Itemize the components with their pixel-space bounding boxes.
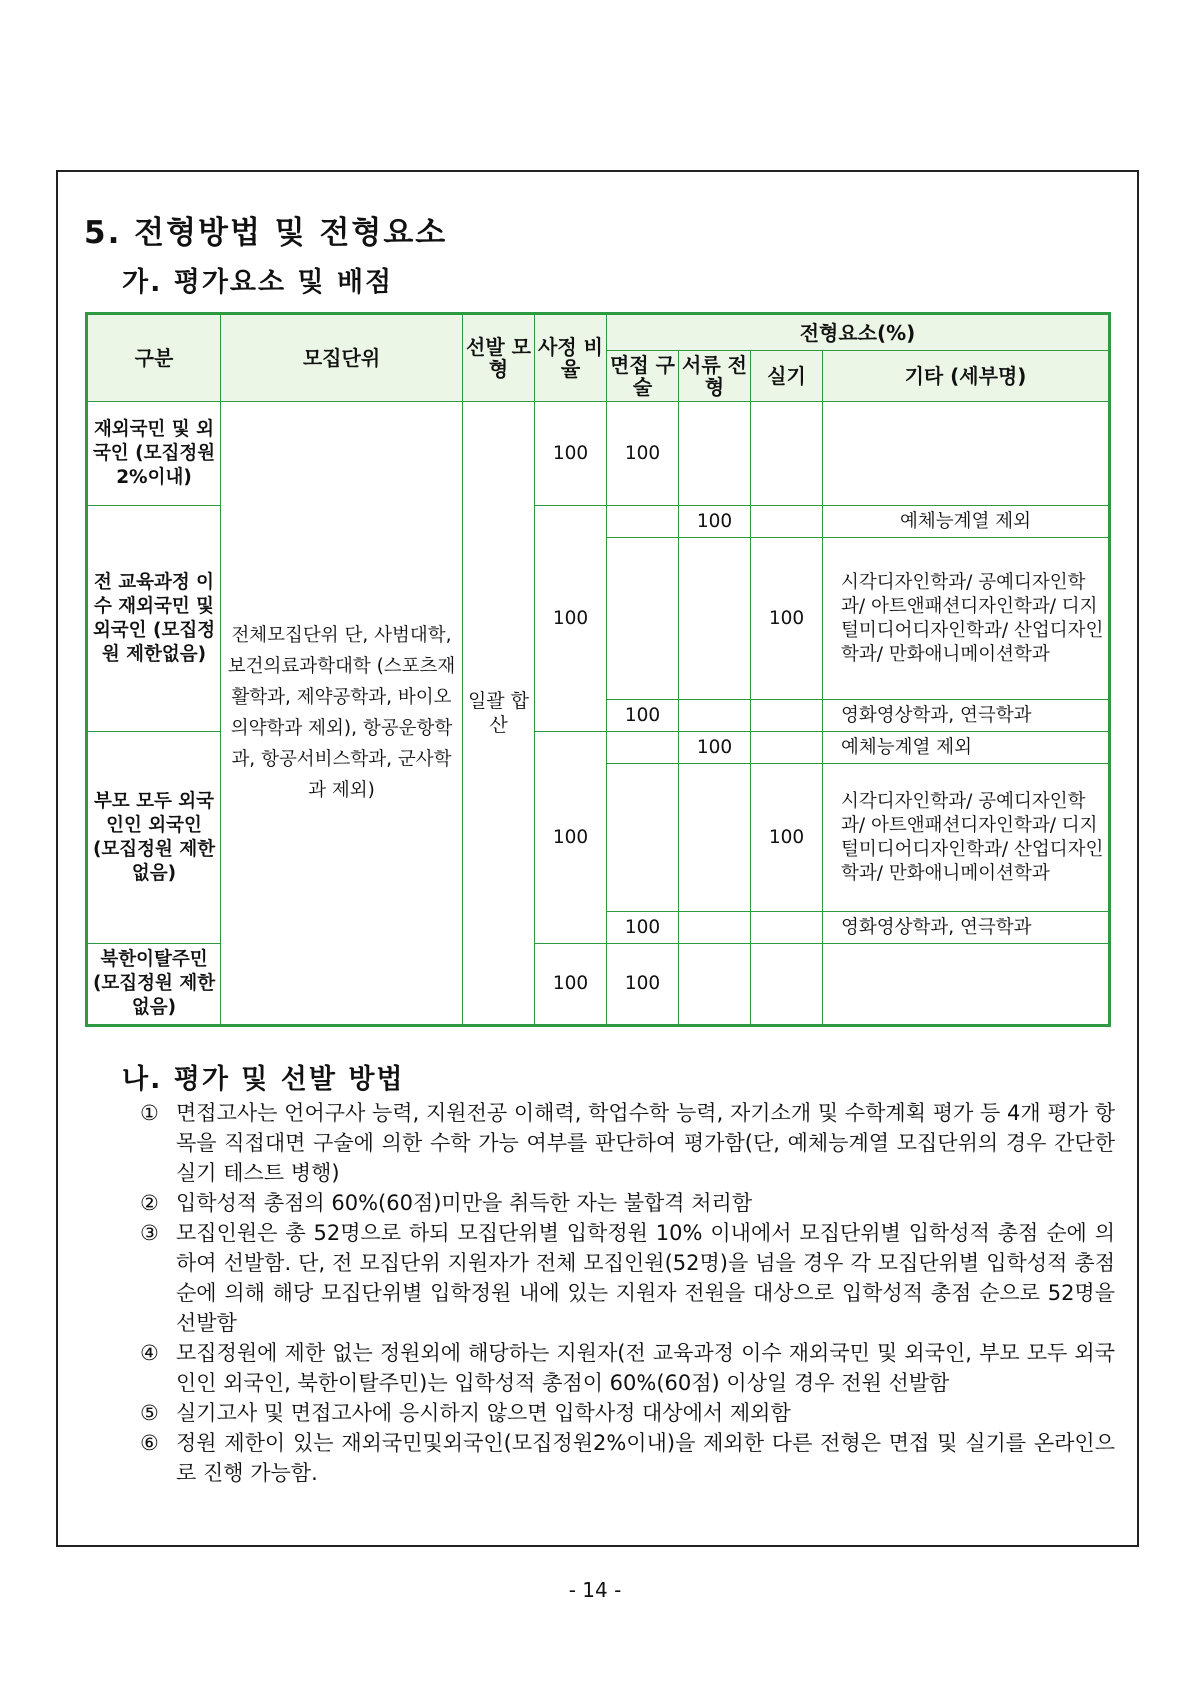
- other-cell: 시각디자인학과/ 공예디자인학과/ 아트앤패션디자인학과/ 디지털미디어디자인학과/ 산업디자인학과/ 만화애니메이션학과: [823, 764, 1110, 912]
- item-number: ④: [140, 1341, 159, 1365]
- item-text: 실기고사 및 면접고사에 응시하지 않으면 입학사정 대상에서 제외함: [176, 1401, 791, 1425]
- list-item: [140, 1428, 1115, 1488]
- practical-cell: [751, 732, 823, 764]
- ratio-cell: 100: [535, 402, 607, 506]
- document-cell: [679, 700, 751, 732]
- header-interview: 면접 구술: [607, 351, 679, 402]
- item-text: 모집인원은 총 52명으로 하되 모집단위별 입학정원 10% 이내에서 모집단위별 입학성적 총점 순에 의하여 선발함. 단, 전 모집단위 지원자가 전체 모집인원(52명)을 넘을 경우 각 모집단위별 입학성적 총점 순에 의해 해당 모집단위별 입학정원 내에 있는 지원자 전원을 대상으로 입학성적 총점 순으로 52명을 선발함: [176, 1221, 1115, 1335]
- interview-cell: 100: [607, 912, 679, 944]
- other-cell: 예체능계열 제외: [823, 732, 1110, 764]
- header-document: 서류 전형: [679, 351, 751, 402]
- group-name: 전 교육과정 이수 재외국민 및 외국인 (모집정원 제한없음): [87, 506, 221, 732]
- other-cell: 예체능계열 제외: [823, 506, 1110, 538]
- page-number: - 14 -: [568, 1578, 622, 1602]
- practical-cell: 100: [751, 764, 823, 912]
- selection-method-list: [140, 1098, 1115, 1488]
- ratio-cell: 100: [535, 506, 607, 732]
- recruitment-unit: 전체모집단위 단, 사범대학, 보건의료과학대학 (스포츠재활학과, 제약공학과, 바이오의약학과 제외), 항공운항학과, 항공서비스학과, 군사학과 제외): [221, 402, 463, 1026]
- group-name: 재외국민 및 외국인 (모집정원 2%이내): [87, 402, 221, 506]
- item-text: 면접고사는 언어구사 능력, 지원전공 이해력, 학업수학 능력, 자기소개 및 수학계획 평가 등 4개 평가 항목을 직접대면 구술에 의한 수학 가능 여부를 판단하여 평가함(단, 예체능계열 모집단위의 경우 간단한 실기 테스트 병행): [176, 1101, 1115, 1185]
- ratio-cell: 100: [535, 732, 607, 944]
- other-cell: 시각디자인학과/ 공예디자인학과/ 아트앤패션디자인학과/ 디지털미디어디자인학과/ 산업디자인학과/ 만화애니메이션학과: [823, 538, 1110, 700]
- practical-cell: [751, 912, 823, 944]
- other-cell: [823, 944, 1110, 1026]
- interview-cell: [607, 732, 679, 764]
- item-number: ①: [140, 1101, 159, 1125]
- item-number: ⑤: [140, 1401, 159, 1425]
- interview-cell: 100: [607, 944, 679, 1026]
- header-other: 기타 (세부명): [823, 351, 1110, 402]
- practical-cell: [751, 506, 823, 538]
- item-text: 입학성적 총점의 60%(60점)미만을 취득한 자는 불합격 처리함: [176, 1191, 753, 1215]
- document-cell: 100: [679, 506, 751, 538]
- section-title: 5. 전형방법 및 전형요소: [84, 215, 448, 251]
- header-unit: 모집단위: [221, 314, 463, 402]
- group-name: 북한이탈주민 (모집정원 제한없음): [87, 944, 221, 1026]
- other-cell: 영화영상학과, 연극학과: [823, 700, 1110, 732]
- item-text: 모집정원에 제한 없는 정원외에 해당하는 지원자(전 교육과정 이수 재외국민 및 외국인, 부모 모두 외국인인 외국인, 북한이탈주민)는 입학성적 총점이 60%(60점) 이상일 경우 전원 선발함: [176, 1341, 1115, 1395]
- other-cell: 영화영상학과, 연극학과: [823, 912, 1110, 944]
- interview-cell: [607, 764, 679, 912]
- list-item: [140, 1218, 1115, 1338]
- practical-cell: 100: [751, 538, 823, 700]
- header-practical: 실기: [751, 351, 823, 402]
- list-item: [140, 1188, 1115, 1218]
- evaluation-table: [85, 312, 1111, 1027]
- practical-cell: [751, 944, 823, 1026]
- interview-cell: [607, 506, 679, 538]
- interview-cell: 100: [607, 700, 679, 732]
- subsection-title-a: 가. 평가요소 및 배점: [122, 267, 394, 298]
- ratio-cell: 100: [535, 944, 607, 1026]
- practical-cell: [751, 402, 823, 506]
- practical-cell: [751, 700, 823, 732]
- other-cell: [823, 402, 1110, 506]
- document-cell: 100: [679, 732, 751, 764]
- list-item: [140, 1098, 1115, 1188]
- interview-cell: [607, 538, 679, 700]
- document-cell: [679, 538, 751, 700]
- header-model: 선발 모형: [463, 314, 535, 402]
- header-category: 구분: [87, 314, 221, 402]
- item-text: 정원 제한이 있는 재외국민및외국인(모집정원2%이내)을 제외한 다른 전형은 면접 및 실기를 온라인으로 진행 가능함.: [176, 1431, 1115, 1485]
- list-item: [140, 1398, 1115, 1428]
- selection-model: 일괄 합산: [463, 402, 535, 1026]
- header-elements: 전형요소(%): [607, 314, 1110, 351]
- list-item: [140, 1338, 1115, 1398]
- group-name: 부모 모두 외국인인 외국인 (모집정원 제한없음): [87, 732, 221, 944]
- document-cell: [679, 912, 751, 944]
- interview-cell: 100: [607, 402, 679, 506]
- item-number: ③: [140, 1221, 159, 1245]
- document-cell: [679, 402, 751, 506]
- document-cell: [679, 764, 751, 912]
- subsection-title-b: 나. 평가 및 선발 방법: [122, 1064, 405, 1095]
- header-ratio: 사정 비율: [535, 314, 607, 402]
- item-number: ⑥: [140, 1431, 159, 1455]
- item-number: ②: [140, 1191, 159, 1215]
- document-cell: [679, 944, 751, 1026]
